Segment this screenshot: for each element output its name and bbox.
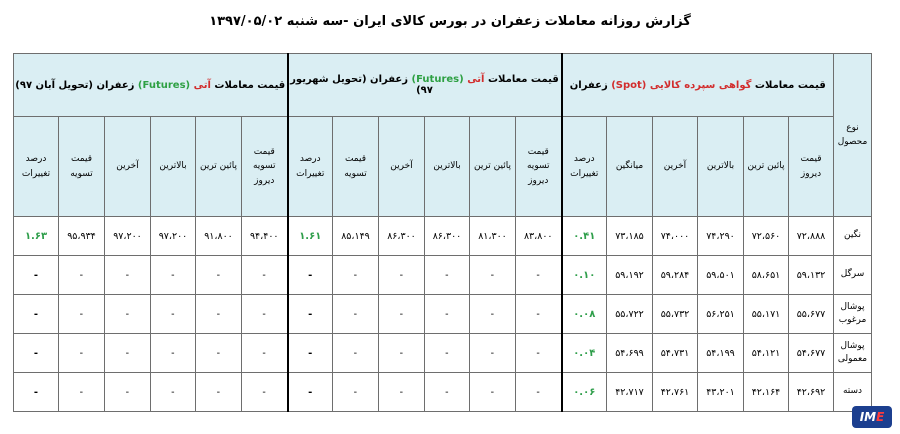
futures-aban-cell: - xyxy=(151,334,196,373)
product-name: دسته xyxy=(834,373,872,412)
fs-col-settle-yesterday: قیمت تسویه دیروز xyxy=(516,117,562,217)
futures-shahrivar-cell-change-pct: - xyxy=(288,334,333,373)
table-body xyxy=(14,217,872,412)
futures-aban-cell: - xyxy=(196,373,242,412)
spot-cell: ۵۹،۱۳۲ xyxy=(789,256,834,295)
futures-shahrivar-cell: - xyxy=(425,256,470,295)
spot-cell: ۵۹،۲۸۴ xyxy=(653,256,698,295)
futures-aban-cell: - xyxy=(196,256,242,295)
spot-cell: ۴۲،۷۱۷ xyxy=(607,373,653,412)
product-name: پوشال مرغوب xyxy=(834,295,872,334)
futures-shahrivar-cell: ۸۳،۸۰۰ xyxy=(516,217,562,256)
spot-cell: ۵۵،۱۷۱ xyxy=(744,295,789,334)
futures-shahrivar-cell: - xyxy=(470,295,516,334)
futures-aban-cell: - xyxy=(242,256,288,295)
futures-shahrivar-cell: - xyxy=(470,373,516,412)
futures-shahrivar-cell: ۸۱،۳۰۰ xyxy=(470,217,516,256)
spot-col-last: آخرین xyxy=(653,117,698,217)
table-row xyxy=(14,373,872,412)
product-name: نگین xyxy=(834,217,872,256)
futures-shahrivar-cell: - xyxy=(516,373,562,412)
spot-cell: ۵۸،۶۵۱ xyxy=(744,256,789,295)
futures-shahrivar-cell: - xyxy=(425,373,470,412)
futures-aban-cell: - xyxy=(59,373,105,412)
spot-cell: ۵۴،۱۲۱ xyxy=(744,334,789,373)
spot-cell: ۵۴،۶۹۹ xyxy=(607,334,653,373)
spot-cell: ۷۴،۰۰۰ xyxy=(653,217,698,256)
futures-aban-cell: - xyxy=(242,295,288,334)
spot-cell: ۵۴،۶۷۷ xyxy=(789,334,834,373)
spot-cell: ۵۵،۶۷۷ xyxy=(789,295,834,334)
spot-cell: ۵۴،۱۹۹ xyxy=(698,334,744,373)
spot-cell-change-pct: ۰.۰۶ xyxy=(562,373,607,412)
fs-col-lowest: پائین ترین xyxy=(470,117,516,217)
futures-aban-cell: - xyxy=(105,256,151,295)
futures-shahrivar-group-header: قیمت معاملات آتی (Futures) زعفران (تحویل شهریور ۹۷) xyxy=(288,54,562,117)
spot-cell: ۷۲،۵۶۰ xyxy=(744,217,789,256)
futures-aban-cell: ۹۱،۸۰۰ xyxy=(196,217,242,256)
spot-cell: ۵۹،۵۰۱ xyxy=(698,256,744,295)
futures-aban-cell: - xyxy=(151,256,196,295)
futures-shahrivar-cell-change-pct: - xyxy=(288,373,333,412)
futures-aban-cell-change-pct: ۱.۶۳ xyxy=(14,217,59,256)
fs-col-settle: قیمت تسویه xyxy=(333,117,379,217)
futures-aban-cell: - xyxy=(196,295,242,334)
report-title: گزارش روزانه معاملات زعفران در بورس کالای ایران -سه شنبه ۱۳۹۷/۰۵/۰۲ xyxy=(209,14,691,29)
futures-aban-cell: - xyxy=(151,373,196,412)
futures-aban-cell-change-pct: - xyxy=(14,256,59,295)
futures-shahrivar-cell: - xyxy=(516,295,562,334)
futures-aban-cell: - xyxy=(59,256,105,295)
spot-col-highest: بالاترین xyxy=(698,117,744,217)
futures-shahrivar-cell-change-pct: ۱.۶۱ xyxy=(288,217,333,256)
spot-cell: ۷۴،۲۹۰ xyxy=(698,217,744,256)
table-row xyxy=(14,334,872,373)
spot-cell: ۷۲،۸۸۸ xyxy=(789,217,834,256)
futures-aban-cell: - xyxy=(59,295,105,334)
futures-shahrivar-cell: - xyxy=(470,334,516,373)
futures-shahrivar-cell: - xyxy=(425,334,470,373)
spot-group-header: قیمت معاملات گواهی سپرده کالایی (Spot) زعفران xyxy=(562,54,834,117)
futures-aban-cell: ۹۷،۲۰۰ xyxy=(105,217,151,256)
futures-shahrivar-cell: - xyxy=(425,295,470,334)
spot-cell: ۵۵،۷۳۲ xyxy=(653,295,698,334)
spot-cell: ۷۳،۱۸۵ xyxy=(607,217,653,256)
futures-aban-group-header: قیمت معاملات آتی (Futures) زعفران (تحویل آبان ۹۷) xyxy=(14,54,288,117)
futures-shahrivar-cell: - xyxy=(333,334,379,373)
fa-col-last: آخرین xyxy=(105,117,151,217)
product-name: پوشال معمولی xyxy=(834,334,872,373)
spot-cell-change-pct: ۰.۱۰ xyxy=(562,256,607,295)
futures-aban-cell-change-pct: - xyxy=(14,295,59,334)
product-column-header: نوع محصول xyxy=(834,54,872,217)
futures-shahrivar-cell: - xyxy=(470,256,516,295)
futures-aban-cell: ۹۵،۹۳۴ xyxy=(59,217,105,256)
spot-cell: ۵۶،۲۵۱ xyxy=(698,295,744,334)
spot-cell: ۴۲،۶۹۲ xyxy=(789,373,834,412)
futures-shahrivar-cell-change-pct: - xyxy=(288,256,333,295)
saffron-report-table xyxy=(13,53,872,412)
spot-col-average: میانگین xyxy=(607,117,653,217)
futures-shahrivar-cell: - xyxy=(516,334,562,373)
fs-col-change-pct: درصد تغییرات xyxy=(288,117,333,217)
spot-col-lowest: پائین ترین xyxy=(744,117,789,217)
spot-cell: ۴۲،۷۶۱ xyxy=(653,373,698,412)
spot-cell: ۵۵،۷۲۲ xyxy=(607,295,653,334)
fa-col-highest: بالاترین xyxy=(151,117,196,217)
futures-aban-cell: ۹۷،۲۰۰ xyxy=(151,217,196,256)
table-row xyxy=(14,256,872,295)
futures-aban-cell: - xyxy=(105,373,151,412)
futures-aban-cell: - xyxy=(242,373,288,412)
spot-col-change-pct: درصد تغییرات xyxy=(562,117,607,217)
fs-col-last: آخرین xyxy=(379,117,425,217)
spot-cell-change-pct: ۰.۴۱ xyxy=(562,217,607,256)
fa-col-change-pct: درصد تغییرات xyxy=(14,117,59,217)
table-row xyxy=(14,217,872,256)
futures-shahrivar-cell: - xyxy=(516,256,562,295)
futures-shahrivar-cell: - xyxy=(379,295,425,334)
futures-shahrivar-cell: - xyxy=(379,373,425,412)
fa-col-settle-yesterday: قیمت تسویه دیروز xyxy=(242,117,288,217)
futures-shahrivar-cell: ۸۵،۱۴۹ xyxy=(333,217,379,256)
futures-shahrivar-cell: - xyxy=(333,373,379,412)
spot-cell-change-pct: ۰.۰۸ xyxy=(562,295,607,334)
futures-aban-cell: - xyxy=(105,295,151,334)
futures-aban-cell: - xyxy=(59,334,105,373)
futures-aban-cell-change-pct: - xyxy=(14,373,59,412)
spot-cell: ۴۳،۲۰۱ xyxy=(698,373,744,412)
futures-aban-cell: - xyxy=(105,334,151,373)
product-name: سرگل xyxy=(834,256,872,295)
futures-shahrivar-cell: - xyxy=(333,256,379,295)
spot-col-yesterday: قیمت دیروز xyxy=(789,117,834,217)
futures-shahrivar-cell: - xyxy=(379,334,425,373)
spot-cell: ۴۲،۱۶۴ xyxy=(744,373,789,412)
ime-logo: IME xyxy=(852,406,892,428)
table-row xyxy=(14,295,872,334)
futures-aban-cell: - xyxy=(242,334,288,373)
futures-aban-cell: ۹۴،۴۰۰ xyxy=(242,217,288,256)
fs-col-highest: بالاترین xyxy=(425,117,470,217)
futures-aban-cell: - xyxy=(196,334,242,373)
fa-col-settle: قیمت تسویه xyxy=(59,117,105,217)
spot-cell: ۵۹،۱۹۲ xyxy=(607,256,653,295)
spot-cell-change-pct: ۰.۰۴ xyxy=(562,334,607,373)
futures-shahrivar-cell-change-pct: - xyxy=(288,295,333,334)
spot-cell: ۵۴،۷۳۱ xyxy=(653,334,698,373)
futures-shahrivar-cell: - xyxy=(379,256,425,295)
futures-shahrivar-cell: ۸۶،۳۰۰ xyxy=(425,217,470,256)
fa-col-lowest: پائین ترین xyxy=(196,117,242,217)
futures-shahrivar-cell: ۸۶،۳۰۰ xyxy=(379,217,425,256)
futures-aban-cell-change-pct: - xyxy=(14,334,59,373)
futures-shahrivar-cell: - xyxy=(333,295,379,334)
futures-aban-cell: - xyxy=(151,295,196,334)
